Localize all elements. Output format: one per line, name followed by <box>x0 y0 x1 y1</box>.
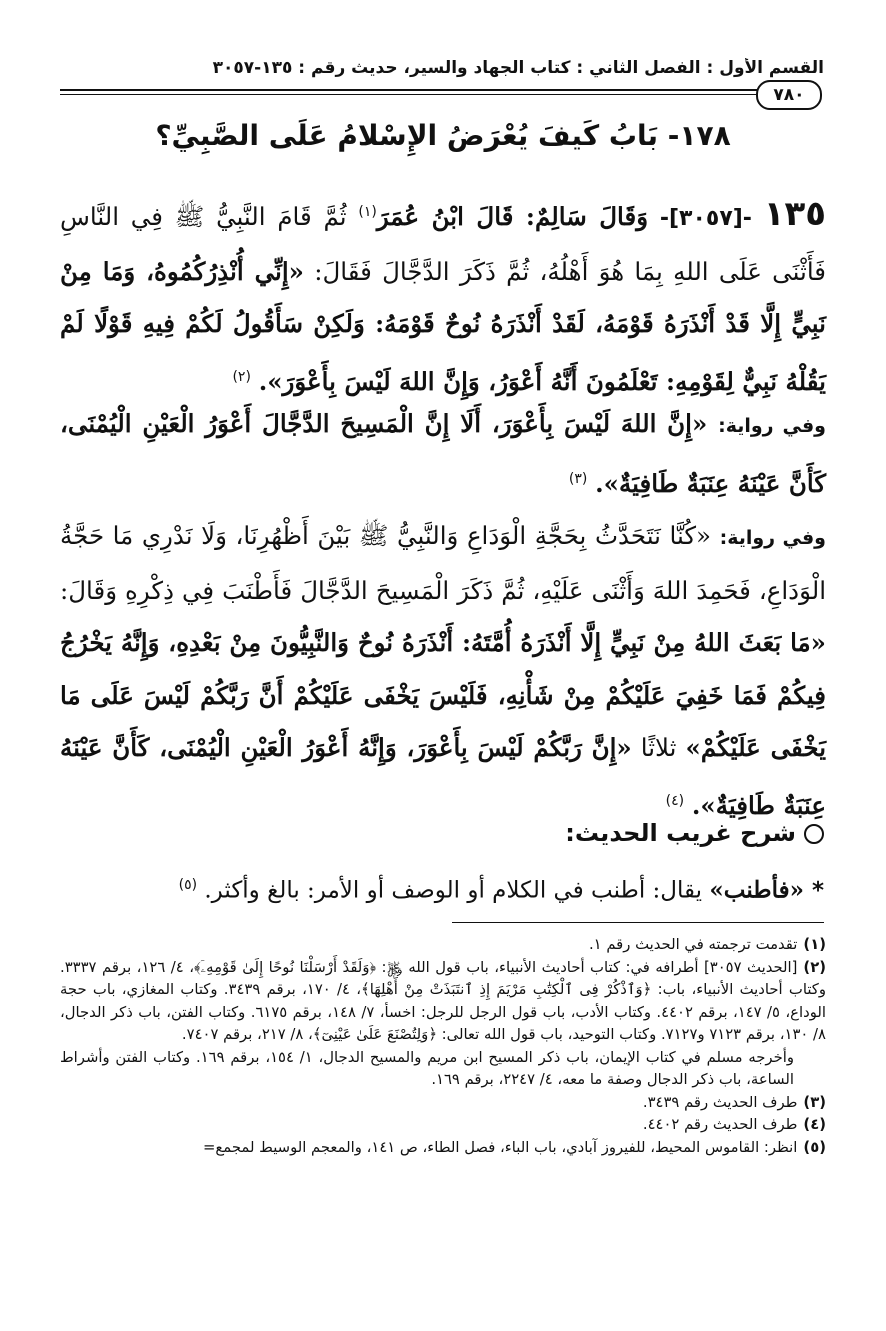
narration-intro: وَقَالَ سَالِمٌ: قَالَ ابْنُ عُمَرَ <box>376 202 649 232</box>
running-header: القسم الأول : الفصل الثاني : كتاب الجهاد والسير، حديث رقم : ١٣٥-٣٠٥٧ <box>212 58 824 78</box>
riwaya-label: وفي رواية: <box>718 415 826 437</box>
chapter-title: ١٧٨- بَابُ كَيفَ يُعْرَضُ الإِسْلامُ عَلَى الصَّبِيِّ؟ <box>155 119 731 152</box>
prophet-quote: «إِنِّي أُنْذِرُكُمُوهُ، وَمَا مِنْ نَبِيٍّ إِلَّا قَدْ أَنْذَرَهُ قَوْمَهُ، لَقَدْ أَنْذَرَهُ نُوحٌ قَوْمَهُ: وَلَكِنْ سَأَقُولُ لَكُمْ فِيهِ قَوْلًا لَمْ يَقُلْهُ نَبِيٌّ لِقَوْمِهِ: تَعْلَمُونَ أَنَّهُ أَعْوَرُ، وَإِنَّ اللهَ لَيْسَ بِأَعْوَرَ». <box>60 256 826 396</box>
gharib-entry <box>60 862 824 914</box>
footnote-separator <box>452 922 824 923</box>
footnote-number: (٥) <box>803 1138 826 1156</box>
narration-text: ثُمَّ قَامَ النَّبِيُّ ﷺ فِي النَّاسِ فَأَثْنَى عَلَى اللهِ بِمَا هُوَ أَهْلُهُ، ثُمَّ ذَكَرَ الدَّجَّالَ فَقَالَ: <box>60 202 826 286</box>
hadith-main-text <box>60 186 826 408</box>
circle-bullet-icon <box>804 824 824 844</box>
footnote-number: (٤) <box>803 1116 826 1133</box>
footnote-text: طرف الحديث رقم ٤٤٠٢. <box>642 1116 798 1133</box>
asterisk-icon: * <box>811 877 824 904</box>
gharib-definition: يقال: أطنب في الكلام أو الوصف أو الأمر: بالغ وأكثر. <box>204 877 710 904</box>
footnote-marker: (٢) <box>232 368 251 385</box>
hadith-number: ١٣٥ <box>763 194 826 235</box>
header-rule-thick <box>60 89 758 91</box>
footnote-text: وأخرجه مسلم في كتاب الإيمان، باب ذكر المسيح ابن مريم والمسيح الدجال، ١/ ١٥٤، برقم ١٦٩. وكتاب الفتن وأشراط الساعة، باب ذكر الدجال وصفة ما معه، ٤/ ٢٢٤٧، برقم ١٦٩. <box>60 1048 795 1088</box>
riwaya-label: وفي رواية: <box>719 527 826 549</box>
footnote <box>60 1137 826 1160</box>
gharib-heading <box>60 808 824 858</box>
footnote-number: (١) <box>803 936 826 953</box>
hadith-reference: -[٣٠٥٧]- <box>659 206 752 232</box>
riwaya-text: ثلاثًا <box>631 733 686 762</box>
prophet-quote: «مَا بَعَثَ اللهُ مِنْ نَبِيٍّ إِلَّا أَنْذَرَهُ أُمَّتَهُ: أَنْذَرَهُ نُوحٌ وَالنَّبِيُّونَ مِنْ بَعْدِهِ، وَإِنَّهُ يَخْرُجُ فِيكُمْ فَمَا خَفِيَ عَلَيْكُمْ مِنْ شَأْنِهِ، فَلَيْسَ يَخْفَى عَلَيْكُمْ أَنَّ رَبَّكُمْ لَيْسَ عَلَى مَا يَخْفَى عَلَيْكُمْ» <box>60 628 827 762</box>
footnote <box>60 1114 826 1137</box>
footnote-text: طرف الحديث رقم ٣٤٣٩. <box>642 1093 798 1111</box>
riwaya-text: «كُنَّا نَتَحَدَّثُ بِحَجَّةِ الْوَدَاعِ وَالنَّبِيُّ ﷺ بَيْنَ أَظْهُرِنَا، وَلَا نَدْرِي مَا حَجَّةُ الْوَدَاعِ، فَحَمِدَ اللهَ وَأَثْنَى عَلَيْهِ، ثُمَّ ذَكَرَ الْمَسِيحَ الدَّجَّالَ فَأَطْنَبَ فِي ذِكْرِهِ وَقَالَ: <box>60 521 826 605</box>
footnote <box>60 957 826 1047</box>
header-rule <box>60 86 758 100</box>
footnote-marker: (١) <box>358 204 377 220</box>
riwaya-paragraph-1 <box>60 398 826 510</box>
riwaya-text: «إِنَّ اللهَ لَيْسَ بِأَعْوَرَ، أَلَا إِنَّ الْمَسِيحَ الدَّجَّالَ أَعْوَرُ الْعَيْنِ الْيُمْنَى، كَأَنَّ عَيْنَهُ عِنَبَةٌ طَافِيَةٌ». <box>60 409 826 498</box>
footnote <box>60 1092 826 1115</box>
footnote-marker: (٥) <box>178 877 198 893</box>
prophet-quote: «إِنَّ رَبَّكُمْ لَيْسَ بِأَعْوَرَ، وَإِنَّهُ أَعْوَرُ الْعَيْنِ الْيُمْنَى، كَأَنَّ عَيْنَهُ عِنَبَةٌ طَافِيَةٌ». <box>60 733 826 820</box>
footnote-text: انظر: القاموس المحيط، للفيروز آبادي، باب الباء، فصل الطاء، ص ١٤١، والمعجم الوسيط لمجمع= <box>203 1138 798 1156</box>
footnote-marker: (٣) <box>568 470 588 487</box>
header-rule-thin <box>60 94 758 95</box>
riwaya-paragraph-2 <box>60 510 826 832</box>
footnotes <box>60 934 826 1159</box>
gharib-heading-text: شرح غريب الحديث: <box>565 819 796 847</box>
gharib-term: «فأطنب» <box>709 876 804 904</box>
footnote <box>60 934 826 957</box>
footnote-marker: (٤) <box>665 792 685 809</box>
footnote-number: (٣) <box>803 1093 826 1111</box>
footnote-text: تقدمت ترجمته في الحديث رقم ١. <box>588 936 798 953</box>
footnote-text: [الحديث ٣٠٥٧] أطرافه في: كتاب أحاديث الأنبياء، باب قول الله ﷿: ﴿وَلَقَدْ أَرْسَلْنَا نُوحًا إِلَىٰ قَوْمِهِۦٓ﴾، ٤/ ١٢٦، برقم ٣٣٣٧. وكتاب أحاديث الأنبياء، باب: ﴿وَٱذْكُرْ فِى ٱلْكِتَٰبِ مَرْيَمَ إِذِ ٱنتَبَذَتْ مِنْ أَهْلِهَا﴾، ٤/ ١٧٠، برقم ٣٤٣٩. وكتاب المغازي، باب حجة الوداع، ٥/ ١٤٧، برقم ٤٤٠٢. وكتاب الأدب، باب قول الرجل للرجل: اخسأ، ٧/ ١٤٨، برقم ٦١٧٥. وكتاب الفتن، باب ذكر الدجال، ٨/ ١٣٠، برقم ٧١٢٣ و٧١٢٧. وكتاب التوحيد، باب قول الله تعالى: ﴿وَلِتُصْنَعَ عَلَىٰ عَيْنِىٓ﴾، ٨/ ٢١٧، برقم ٧٤٠٧. <box>60 958 826 1043</box>
footnote-continuation <box>60 1047 826 1092</box>
page-number: ٧٨٠ <box>756 80 822 110</box>
footnote-number: (٢) <box>803 958 826 976</box>
